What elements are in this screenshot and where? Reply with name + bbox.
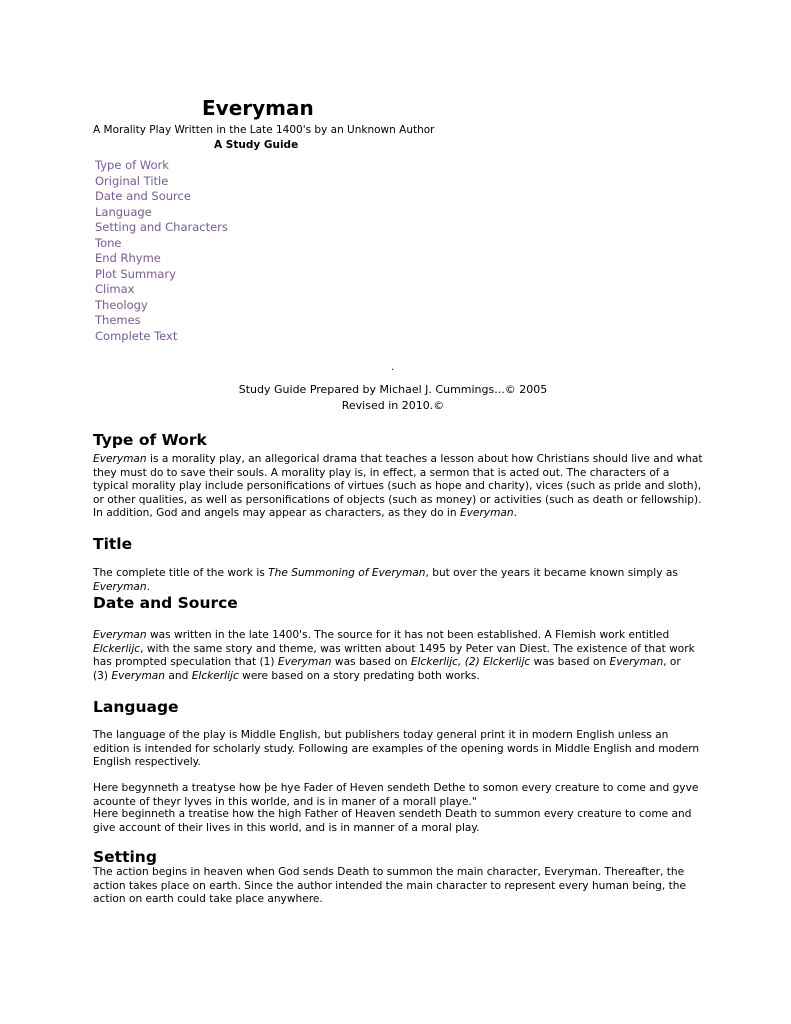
table-of-contents (95, 158, 228, 344)
toc-link-theology[interactable]: Theology (95, 297, 148, 312)
heading-date-and-source: Date and Source (93, 594, 238, 612)
text-fragment: Elckerlijc (93, 642, 141, 655)
separator-dot: . (391, 362, 395, 373)
toc-link-original-title[interactable]: Original Title (95, 173, 169, 188)
text-fragment: , with the same story and theme, was written about 1495 by Peter van Diest. The existence of that work has prompted speculation that (1) (93, 642, 695, 669)
credits-revised: Revised in 2010.© (341, 399, 445, 412)
toc-link-complete-text[interactable]: Complete Text (95, 328, 178, 343)
text-fragment: was based on (331, 656, 411, 669)
credits-prepared: Study Guide Prepared by Michael J. Cummings...© 2005 (238, 383, 548, 396)
study-guide-label: A Study Guide (214, 139, 299, 151)
text-fragment: Everyman (609, 656, 664, 669)
toc-link-tone[interactable]: Tone (95, 235, 122, 250)
paragraph-setting: The action begins in heaven when God sends Death to summon the main character, Everyman. Thereafter, the action takes place on earth. Since the author intended the main character to represent every human being, the action on earth could take place anywhere. (93, 866, 687, 906)
toc-link-type-of-work[interactable]: Type of Work (95, 158, 169, 172)
text-fragment: The Summoning of Everyman (268, 567, 426, 579)
toc-link-climax[interactable]: Climax (95, 282, 135, 296)
heading-type-of-work: Type of Work (93, 431, 207, 449)
toc-link-plot-summary[interactable]: Plot Summary (95, 266, 176, 281)
document-subtitle: A Morality Play Written in the Late 1400's by an Unknown Author (93, 124, 435, 136)
paragraph-title (93, 567, 713, 594)
text-fragment: Elckerlijc, (2) Elckerlijc (410, 656, 531, 669)
text-fragment: (3) (93, 669, 112, 682)
text-fragment: Everyman (93, 629, 147, 641)
text-fragment: Everyman (111, 669, 166, 682)
text-fragment: . (513, 507, 517, 520)
text-fragment: and (165, 669, 192, 682)
text-fragment: was written in the late 1400's. The source for it has not been established. A Flemish work entitled (146, 629, 670, 641)
text-fragment: Everyman (459, 507, 514, 520)
toc-link-themes[interactable]: Themes (95, 313, 141, 327)
toc-link-end-rhyme[interactable]: End Rhyme (95, 251, 161, 265)
text-fragment: Everyman (93, 580, 147, 593)
toc-link-date-and-source[interactable]: Date and Source (95, 189, 191, 203)
text-fragment: , or (663, 656, 681, 669)
text-fragment: Everyman (93, 453, 147, 465)
paragraph-type-of-work (93, 453, 703, 521)
quote-middle-english: Here begynneth a treatyse how þe hye Fader of Heven sendeth Dethe to somon every creature to come and gyve acounte of theyr lyves in this worlde, and is in maner of a morall playe." (93, 782, 699, 808)
text-fragment: . (146, 580, 151, 593)
text-fragment: is a morality play, an allegorical drama that teaches a lesson about how Christians should live and what they must do to save their souls. A morality play is, in effect, a sermon that is acted out. The characters of a typical morality play include personifications of virtues (such as hope and charity), vices (such as pride and sloth), or other qualities, as well as personifications of objects (such as money) or activities (such as death or fellowship). In addition, God and angels may appear as characters, as they do in (93, 453, 703, 520)
paragraph-language-intro: The language of the play is Middle English, but publishers today general print it in modern English unless an edition is intended for scholarly study. Following are examples of the opening words in Middle English and modern English respectively. (93, 729, 700, 769)
text-fragment: was based on (530, 656, 610, 669)
text-fragment: The complete title of the work is (93, 567, 269, 579)
heading-setting: Setting (93, 848, 157, 866)
text-fragment: were based on a story predating both works. (238, 669, 480, 682)
text-fragment: Elckerlijc (191, 669, 239, 682)
heading-title: Title (93, 535, 133, 553)
toc-link-setting-and-characters[interactable]: Setting and Characters (95, 220, 228, 234)
quote-modern-english: Here beginneth a treatise how the high Father of Heaven sendeth Death to summon every creature to come and give account of their lives in this world, and is in manner of a moral play. (93, 808, 692, 834)
text-fragment: Everyman (277, 656, 332, 669)
document-title: Everyman (202, 96, 314, 120)
text-fragment: , but over the years it became known simply as (425, 567, 678, 579)
toc-link-language[interactable]: Language (95, 204, 152, 219)
paragraph-date-and-source (93, 629, 703, 683)
heading-language: Language (93, 698, 179, 716)
